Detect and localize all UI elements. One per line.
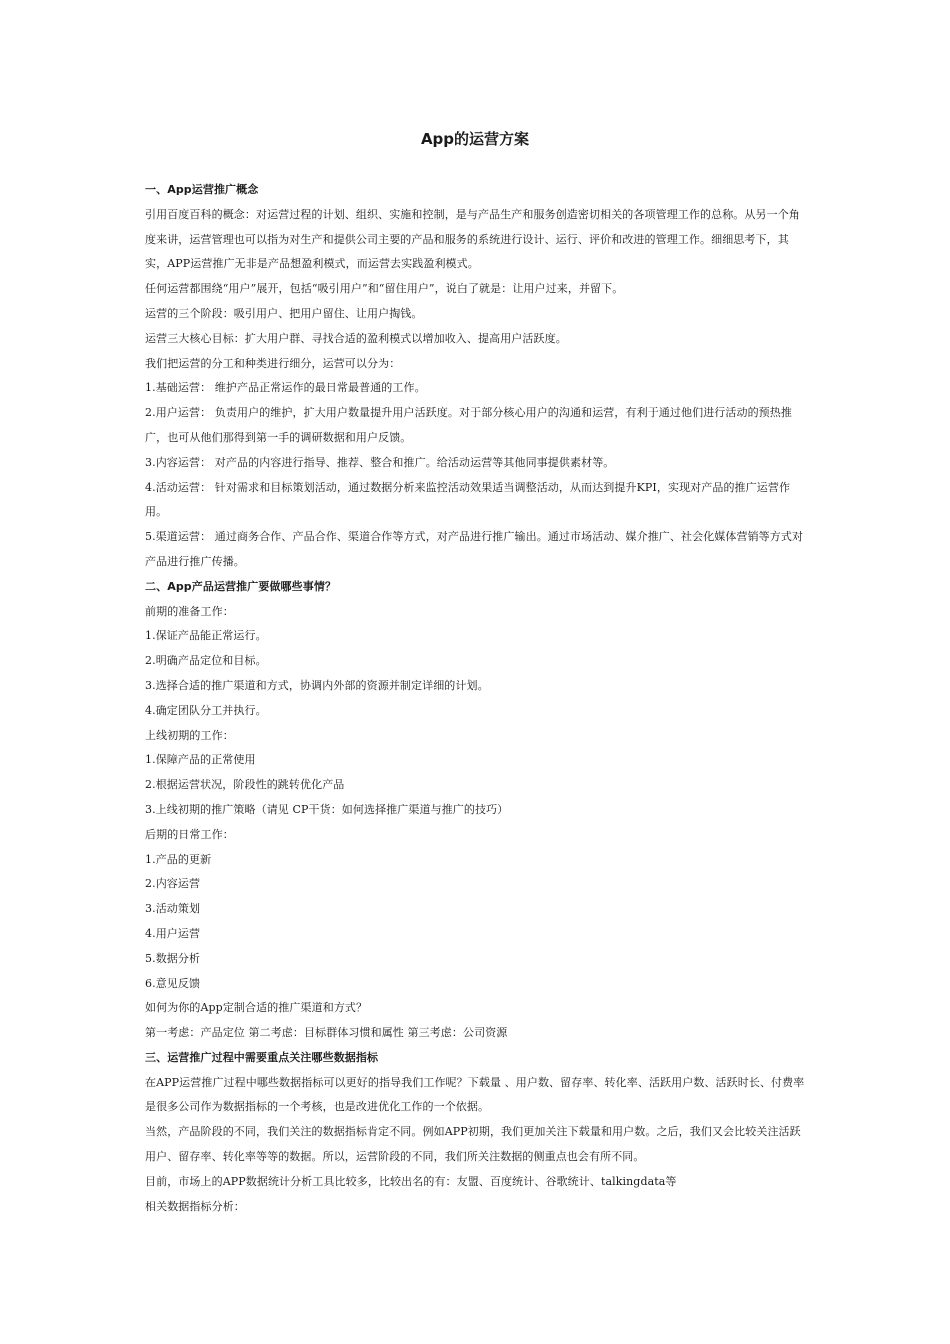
- paragraph: 引用百度百科的概念：对运营过程的计划、组织、实施和控制，是与产品生产和服务创造密切相关的各项管理工作的总称。从另一个角度来讲，运营管理也可以指为对生产和提供公司主要的产品和服务的系统进行设计、运行、评价和改进的管理工作。细细思考下，其实，APP运营推广无非是产品想盈利模式，而运营去实践盈利模式。: [145, 207, 800, 271]
- paragraph: 2.用户运营： 负责用户的维护，扩大用户数量提升用户活跃度。对于部分核心用户的沟通和运营，有利于通过他们进行活动的预热推广，也可从他们那得到第一手的调研数据和用户反馈。: [145, 406, 792, 444]
- paragraph: 后期的日常工作：: [145, 827, 234, 841]
- paragraph: 当然，产品阶段的不同，我们关注的数据指标肯定不同。例如APP初期，我们更加关注下载量和用户数。之后，我们又会比较关注活跃用户、留存率、转化率等等的数据。所以，运营阶段的不同，我们所关注数据的侧重点也会有所不同。: [145, 1125, 801, 1164]
- paragraph: 3.上线初期的推广策略（请见 CP干货：如何选择推广渠道与推广的技巧）: [145, 802, 509, 816]
- paragraph: 6.意见反馈: [145, 976, 201, 990]
- paragraph: 4.活动运营： 针对需求和目标策划活动，通过数据分析来监控活动效果适当调整活动，从而达到提升KPI，实现对产品的推广运营作用。: [145, 480, 791, 519]
- paragraph: 5.数据分析: [145, 951, 201, 965]
- paragraph: 5.渠道运营： 通过商务合作、产品合作、渠道合作等方式，对产品进行推广输出。通过市场活动、媒介推广、社会化媒体营销等方式对产品进行推广传播。: [145, 530, 804, 568]
- paragraph: 1.保证产品能正常运行。: [145, 629, 267, 643]
- paragraph: 2.根据运营状况，阶段性的跳转优化产品: [145, 778, 345, 792]
- paragraph: 2.明确产品定位和目标。: [145, 654, 267, 668]
- paragraph: 如何为你的App定制合适的推广渠道和方式？: [145, 1001, 368, 1015]
- paragraph: 相关数据指标分析：: [145, 1199, 245, 1213]
- document-title: App的运营方案: [420, 130, 530, 148]
- section-heading: 三、运营推广过程中需要重点关注哪些数据指标: [145, 1050, 379, 1064]
- paragraph: 任何运营都围绕“用户”展开，包括“吸引用户”和“留住用户”，说白了就是：让用户过来，并留下。: [145, 282, 624, 296]
- paragraph: 在APP运营推广过程中哪些数据指标可以更好的指导我们工作呢？下载量 、用户数、留存率、转化率、活跃用户数、活跃时长、付费率是很多公司作为数据指标的一个考核，也是改进优化工作的一个依据。: [145, 1075, 805, 1114]
- paragraph: 运营的三个阶段：吸引用户、把用户留住、让用户掏钱。: [145, 306, 423, 320]
- paragraph: 前期的准备工作：: [145, 604, 234, 618]
- paragraph: 3.选择合适的推广渠道和方式，协调内外部的资源并制定详细的计划。: [145, 678, 489, 692]
- document-body: [145, 178, 810, 1219]
- paragraph: 2.内容运营: [145, 877, 201, 891]
- paragraph: 目前，市场上的APP数据统计分析工具比较多，比较出名的有：友盟、百度统计、谷歌统计、talkingdata等: [145, 1174, 677, 1188]
- paragraph: 4.确定团队分工并执行。: [145, 703, 267, 717]
- paragraph: 1.基础运营： 维护产品正常运作的最日常最普通的工作。: [145, 381, 426, 395]
- paragraph: 第一考虑：产品定位 第二考虑：目标群体习惯和属性 第三考虑：公司资源: [145, 1026, 508, 1040]
- paragraph: 上线初期的工作：: [145, 728, 234, 742]
- paragraph: 我们把运营的分工和种类进行细分，运营可以分为：: [145, 356, 401, 370]
- paragraph: 3.内容运营： 对产品的内容进行指导、推荐、整合和推广。给活动运营等其他同事提供素材等。: [145, 455, 615, 469]
- section-heading: 二、App产品运营推广要做哪些事情？: [145, 579, 337, 593]
- paragraph: 4.用户运营: [145, 926, 201, 940]
- paragraph: 1.保障产品的正常使用: [145, 753, 256, 767]
- paragraph: 3.活动策划: [145, 902, 201, 916]
- paragraph: 运营三大核心目标：扩大用户群、寻找合适的盈利模式以增加收入、提高用户活跃度。: [145, 331, 567, 345]
- paragraph: 1.产品的更新: [145, 852, 212, 866]
- section-heading: 一、App运营推广概念: [145, 183, 259, 196]
